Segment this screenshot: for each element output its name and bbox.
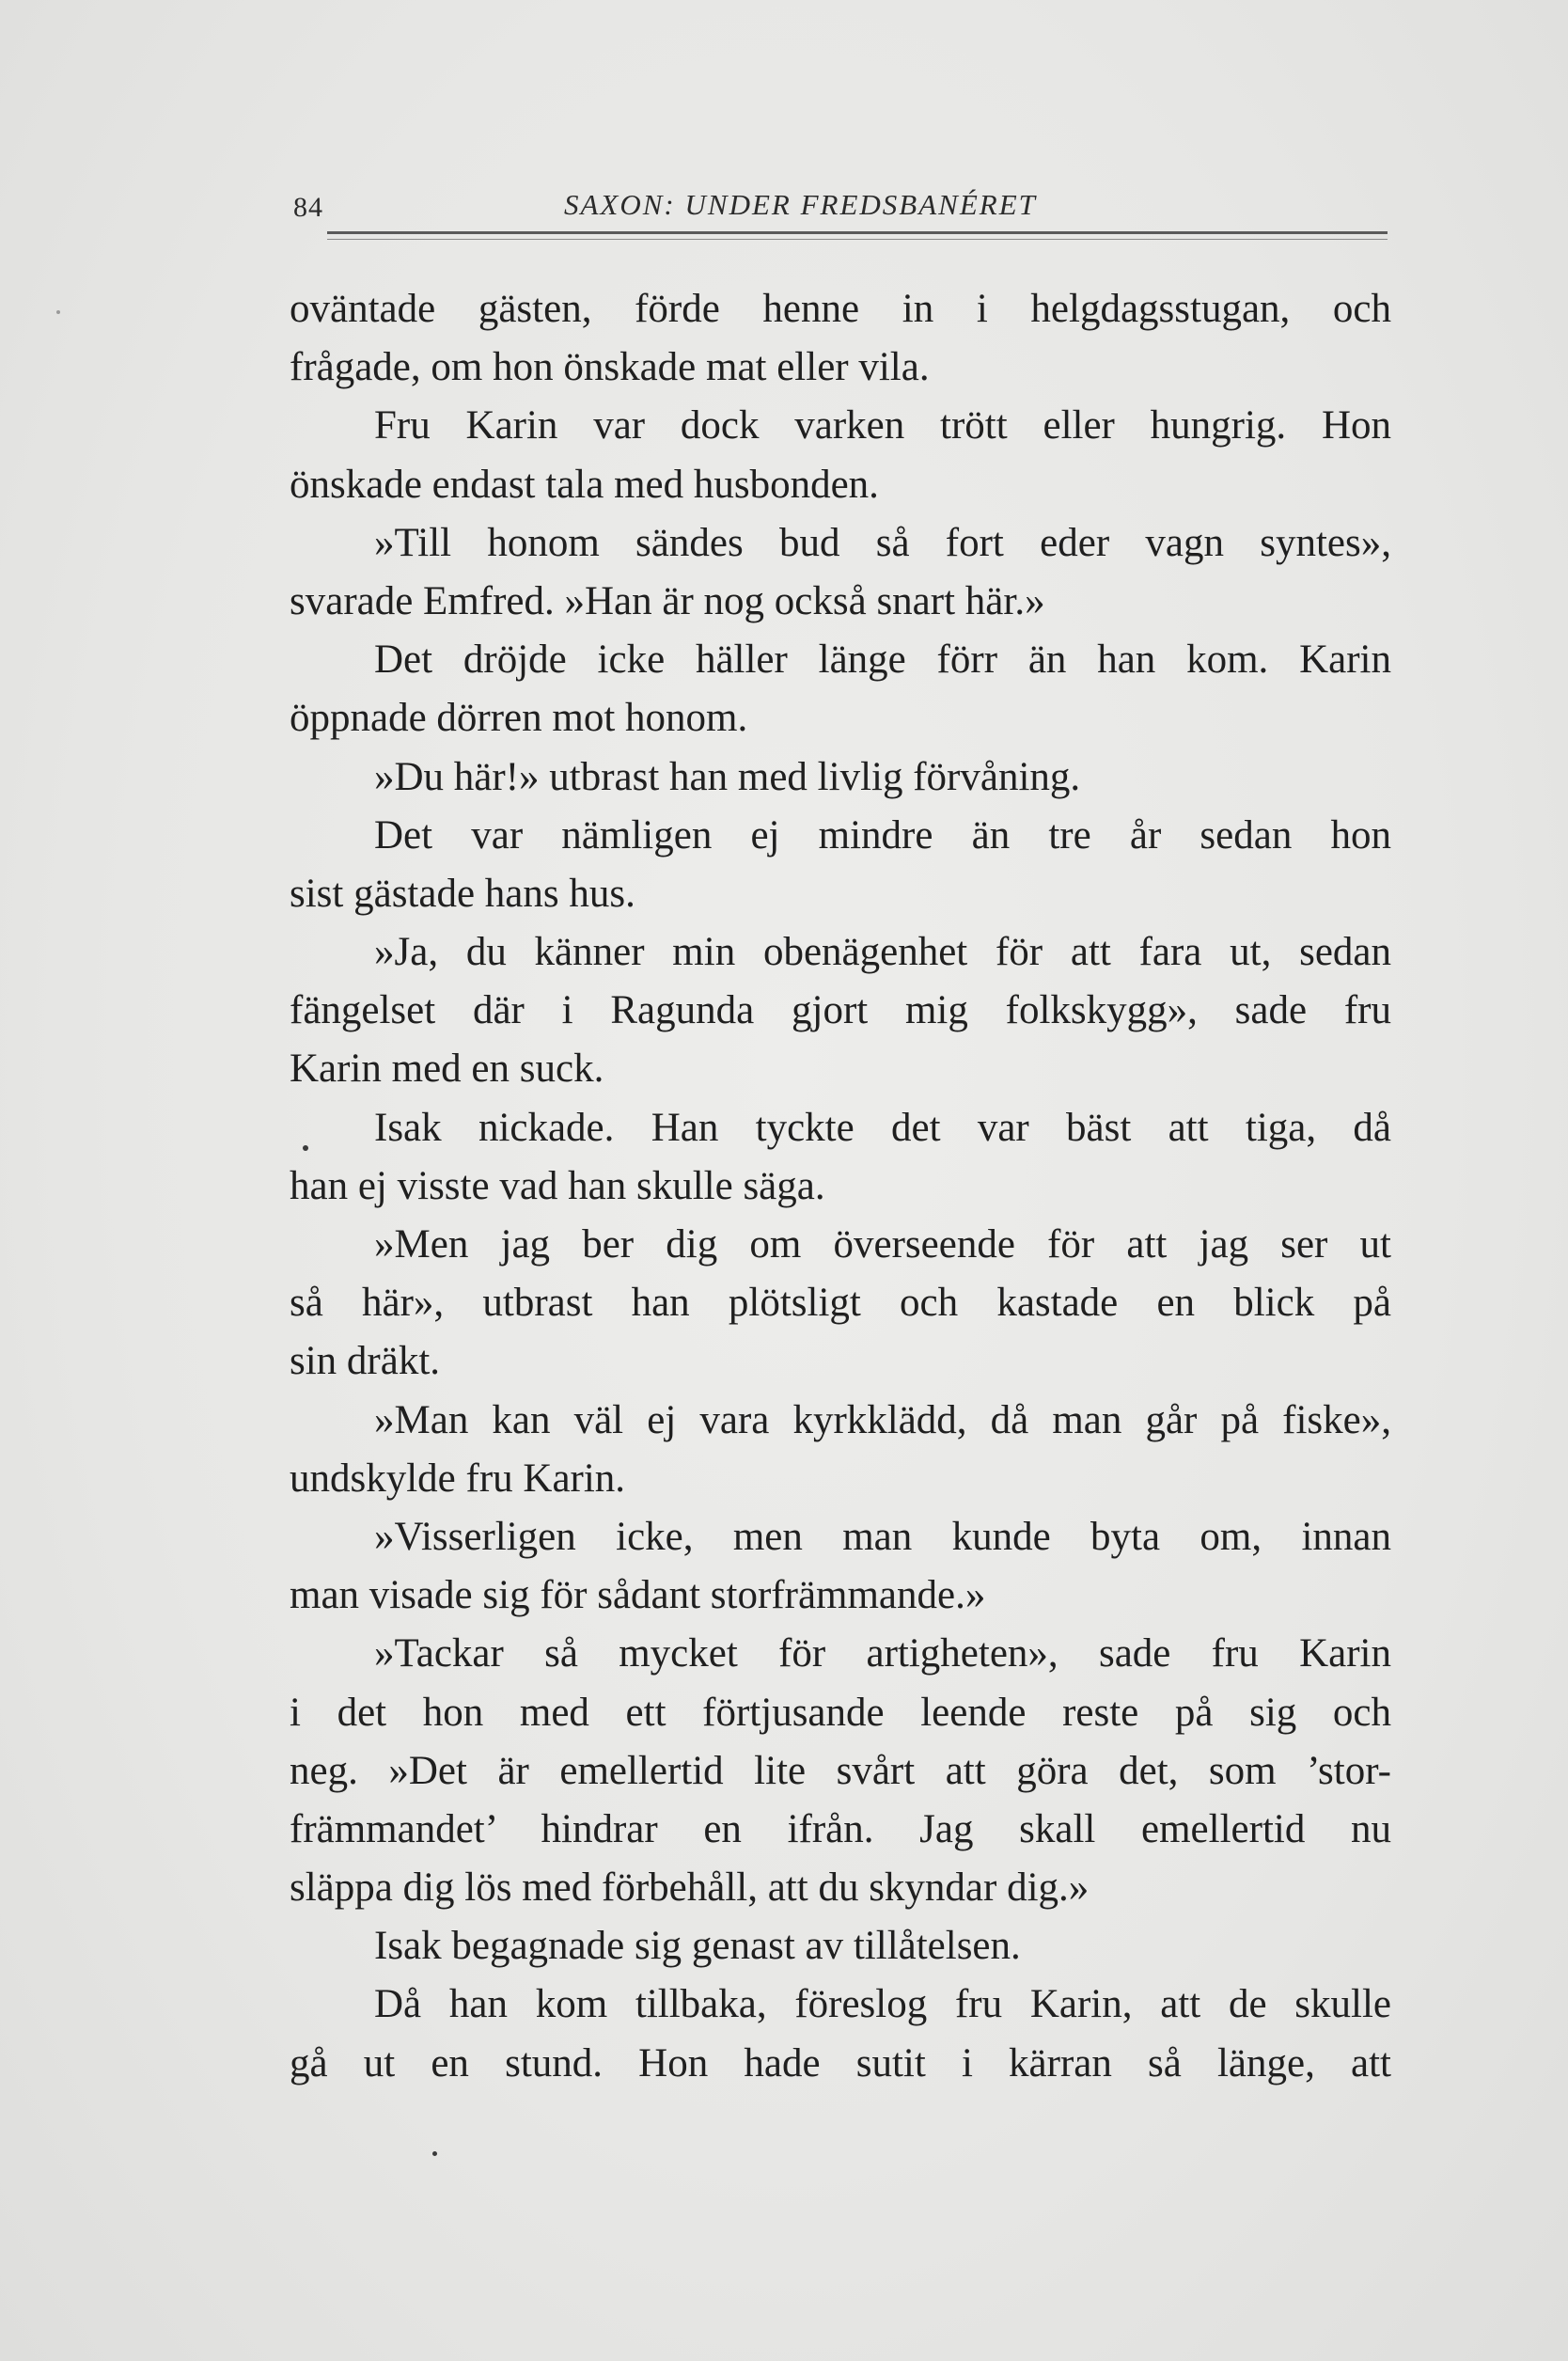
text-line: »Man kan väl ej vara kyrkklädd, då man går på fiske», — [374, 1397, 1391, 1442]
text-line: Isak begagnade sig genast av tillåtelsen. — [374, 1924, 1021, 1969]
page-number: 84 — [293, 192, 323, 223]
text-line: undskylde fru Karin. — [290, 1456, 626, 1501]
print-speck — [303, 1145, 308, 1151]
text-line: man visade sig för sådant storfrämmande.» — [290, 1573, 986, 1618]
text-line: frågade, om hon önskade mat eller vila. — [290, 345, 930, 390]
text-line: sin dräkt. — [290, 1339, 441, 1384]
text-line: neg. »Det är emellertid lite svårt att göra det, som ’stor- — [290, 1748, 1391, 1793]
text-line: »Men jag ber dig om överseende för att jag ser ut — [374, 1222, 1391, 1267]
text-line: så här», utbrast han plötsligt och kastade en blick på — [290, 1281, 1391, 1326]
running-head — [282, 181, 1391, 226]
print-speck — [432, 2151, 437, 2156]
text-line: Fru Karin var dock varken trött eller hungrig. Hon — [374, 403, 1391, 449]
text-line: svarade Emfred. »Han är nog också snart här.» — [290, 578, 1045, 623]
text-line: främmandet’ hindrar en ifrån. Jag skall emellertid nu — [290, 1806, 1391, 1851]
text-line: oväntade gästen, förde henne in i helgdagsstugan, och — [290, 287, 1391, 331]
text-line: »Ja, du känner min obenägenhet för att fara ut, sedan — [374, 930, 1391, 975]
text-line: öppnade dörren mot honom. — [290, 696, 748, 741]
text-line: Karin med en suck. — [290, 1047, 604, 1092]
text-line: Då han kom tillbaka, föreslog fru Karin, att de skulle — [374, 1982, 1391, 2027]
header-rule — [327, 231, 1388, 234]
running-title: SAXON: UNDER FREDSBANÉRET — [564, 188, 1037, 221]
text-line: »Visserligen icke, men man kunde byta om, innan — [374, 1514, 1391, 1559]
text-line: »Tackar så mycket för artigheten», sade fru Karin — [374, 1631, 1391, 1676]
print-speck — [56, 310, 60, 314]
header-rule-thin — [327, 239, 1388, 240]
text-line: i det hon med ett förtjusande leende reste på sig och — [290, 1690, 1391, 1735]
text-line: gå ut en stund. Hon hade sutit i kärran så länge, att — [290, 2040, 1391, 2086]
text-line: Det var nämligen ej mindre än tre år sedan hon — [374, 812, 1391, 858]
text-line: »Till honom sändes bud så fort eder vagn syntes», — [374, 520, 1391, 565]
text-line: Det dröjde icke häller länge förr än han kom. Karin — [374, 637, 1391, 683]
text-line: han ej visste vad han skulle säga. — [290, 1163, 825, 1208]
text-line: fängelset där i Ragunda gjort mig folkskygg», sade fru — [290, 988, 1391, 1033]
text-line: släppa dig lös med förbehåll, att du skyndar dig.» — [290, 1865, 1090, 1911]
text-line: Isak nickade. Han tyckte det var bäst att tiga, då — [374, 1105, 1391, 1150]
text-line: »Du här!» utbrast han med livlig förvåning. — [374, 754, 1081, 799]
text-line: önskade endast tala med husbonden. — [290, 462, 879, 507]
body-text — [290, 280, 1391, 2093]
text-line: sist gästade hans hus. — [290, 871, 635, 916]
